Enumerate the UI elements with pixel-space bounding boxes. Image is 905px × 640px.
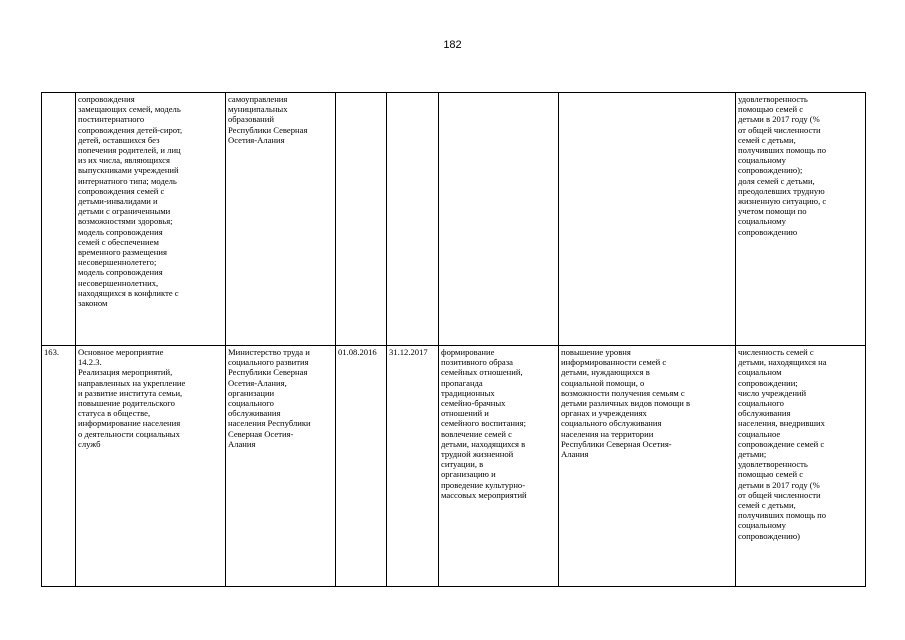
indicators-cell: численность семей с детьми, находящихся на социальном сопровождении; число учреждений социального обслуживания населения, внедривших социальное сопровождение семей с детьми; удовлетворенность помощью семей с детьми в 2017 году (% от общей численности семей с детьми, получивших помощь по социальному сопровождению): [736, 346, 866, 587]
results-cell: [439, 93, 559, 346]
results-cell: формирование позитивного образа семейных отношений, пропаганда традиционных семейно-брачных отношений и семейного воспитания; вовлечение семей с детьми, находящихся в трудной жизненной ситуации, в организацию и проведение культурно- массовых мероприятий: [439, 346, 559, 587]
end-date-cell: [387, 93, 439, 346]
effects-cell: [559, 93, 736, 346]
page-number: 182: [443, 39, 462, 51]
row-number-cell: [42, 93, 76, 346]
executor-cell: самоуправления муниципальных образований Республики Северная Осетия-Алания: [226, 93, 336, 346]
effects-cell: повышение уровня информированности семей с детьми, нуждающихся в социальной помощи, о возможности получения семьям с детьми различных видов помощи в органах и учреждениях социального обслуживания населения на территории Республики Северная Осетия- Алания: [559, 346, 736, 587]
indicators-cell: удовлетворенность помощью семей с детьми в 2017 году (% от общей численности семей с детьми, получивших помощь по социальному сопровождению); доля семей с детьми, преодолевших трудную жизненную ситуацию, с учетом помощи по социальному сопровождению: [736, 93, 866, 346]
table-row: [42, 346, 866, 587]
program-measures-table: [41, 92, 866, 587]
table-row: [42, 93, 866, 346]
measure-cell: Основное мероприятие 14.2.3. Реализация мероприятий, направленных на укрепление и развитие института семьи, повышение родительского статуса в обществе, информирование населения о деятельности социальных служб: [76, 346, 226, 587]
executor-cell: Министерство труда и социального развития Республики Северная Осетия-Алания, организации социального обслуживания населения Республики Северная Осетия- Алания: [226, 346, 336, 587]
measure-cell: сопровождения замещающих семей, модель постинтернатного сопровождения детей-сирот, детей, оставшихся без попечения родителей, и лиц из их числа, являющихся выпускниками учреждений интернатного типа; модель сопровождения семей с детьми-инвалидами и детьми с ограниченными возможностями здоровья; модель сопровождения семей с обеспечением временного размещения несовершеннолетего; модель сопровождения несовершеннолетних, находящихся в конфликте с законом: [76, 93, 226, 346]
row-number-cell: 163.: [42, 346, 76, 587]
end-date-cell: 31.12.2017: [387, 346, 439, 587]
start-date-cell: 01.08.2016: [336, 346, 387, 587]
start-date-cell: [336, 93, 387, 346]
